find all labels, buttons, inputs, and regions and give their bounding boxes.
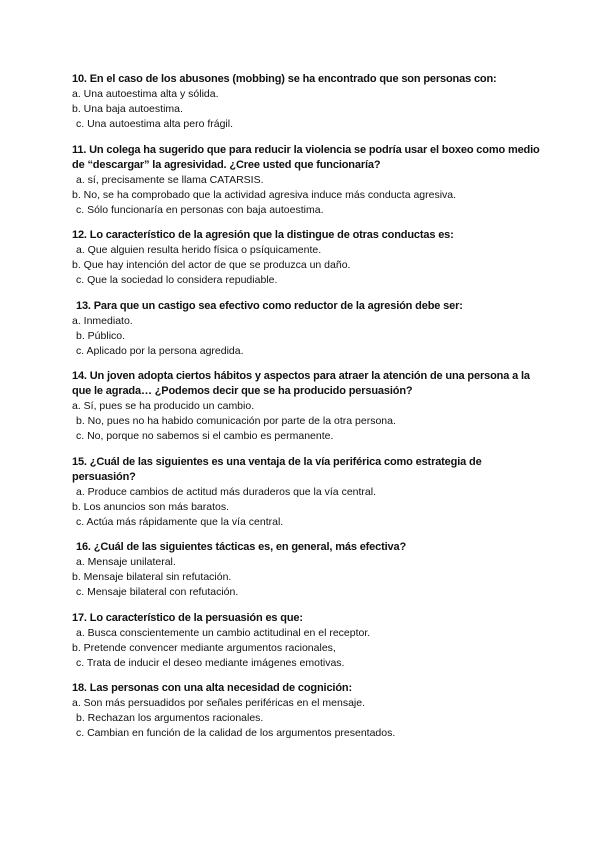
question-text: 17. Lo característico de la persuasión es que:: [72, 611, 303, 624]
question-text: 10. En el caso de los abusones (mobbing) se ha encontrado que son personas con:: [72, 73, 497, 85]
option-c: c. Cambian en función de la calidad de los argumentos presentados.: [76, 727, 396, 739]
question-text: 12. Lo característico de la agresión que la distingue de otras conductas es:: [72, 229, 454, 241]
option-c: c. Mensaje bilateral con refutación.: [76, 586, 239, 598]
option-c: c. Una autoestima alta pero frágil.: [76, 118, 233, 130]
option-a: a. Mensaje unilateral.: [76, 556, 176, 568]
option-a: a. Que alguien resulta herido física o psíquicamente.: [76, 244, 322, 256]
question-text: 16. ¿Cuál de las siguientes tácticas es, en general, más efectiva?: [76, 541, 407, 553]
option-b: b. No, se ha comprobado que la actividad agresiva induce más conducta agresiva.: [72, 188, 457, 201]
option-a: a. sí, precisamente se llama CATARSIS.: [76, 173, 264, 186]
question-12: [72, 228, 542, 288]
option-b: b. Los anuncios son más baratos.: [72, 500, 230, 513]
option-b: b. Rechazan los argumentos racionales.: [76, 712, 264, 724]
question-15: [72, 455, 542, 530]
question-text: 18. Las personas con una alta necesidad de cognición:: [72, 682, 352, 694]
option-a: a. Sí, pues se ha producido un cambio.: [72, 400, 255, 412]
option-b: b. Mensaje bilateral sin refutación.: [72, 571, 232, 583]
option-c: c. Sólo funcionaría en personas con baja autoestima.: [76, 203, 324, 216]
question-text: 14. Un joven adopta ciertos hábitos y aspectos para atraer la atención de una persona a la que le agrada… ¿Podemos decir que se ha producido persuasión?: [72, 370, 530, 397]
option-b: b. Público.: [76, 329, 126, 342]
question-16: [72, 540, 542, 600]
question-10: [72, 72, 542, 132]
option-c: c. Trata de inducir el deseo mediante imágenes emotivas.: [76, 656, 345, 669]
question-13: [72, 299, 542, 359]
question-text: 15. ¿Cuál de las siguientes es una ventaja de la vía periférica como estrategia de persuasión?: [72, 455, 482, 483]
option-c: c. Aplicado por la persona agredida.: [76, 344, 244, 357]
question-14: [72, 369, 542, 444]
question-text: 13. Para que un castigo sea efectivo como reductor de la agresión debe ser:: [76, 299, 463, 312]
option-b: b. No, pues no ha habido comunicación por parte de la otra persona.: [76, 415, 396, 427]
question-list: [72, 72, 542, 752]
option-b: b. Una baja autoestima.: [72, 103, 183, 115]
option-c: c. No, porque no sabemos si el cambio es permanente.: [76, 430, 334, 442]
question-17: [72, 611, 542, 671]
question-18: [72, 681, 542, 741]
option-a: a. Busca conscientemente un cambio actitudinal en el receptor.: [76, 626, 371, 639]
option-a: a. Son más persuadidos por señales periféricas en el mensaje.: [72, 697, 365, 709]
option-b: b. Que hay intención del actor de que se produzca un daño.: [72, 259, 351, 271]
question-text: 11. Un colega ha sugerido que para reducir la violencia se podría usar el boxeo como medio de “descargar” la agresividad. ¿Cree usted que funcionaría?: [72, 143, 540, 171]
option-a: a. Inmediato.: [72, 314, 133, 327]
question-11: [72, 143, 542, 218]
option-c: c. Que la sociedad lo considera repudiable.: [76, 274, 278, 286]
option-b: b. Pretende convencer mediante argumentos racionales,: [72, 641, 336, 654]
option-c: c. Actúa más rápidamente que la vía central.: [76, 515, 284, 528]
option-a: a. Produce cambios de actitud más duraderos que la vía central.: [76, 485, 376, 498]
option-a: a. Una autoestima alta y sólida.: [72, 88, 219, 100]
